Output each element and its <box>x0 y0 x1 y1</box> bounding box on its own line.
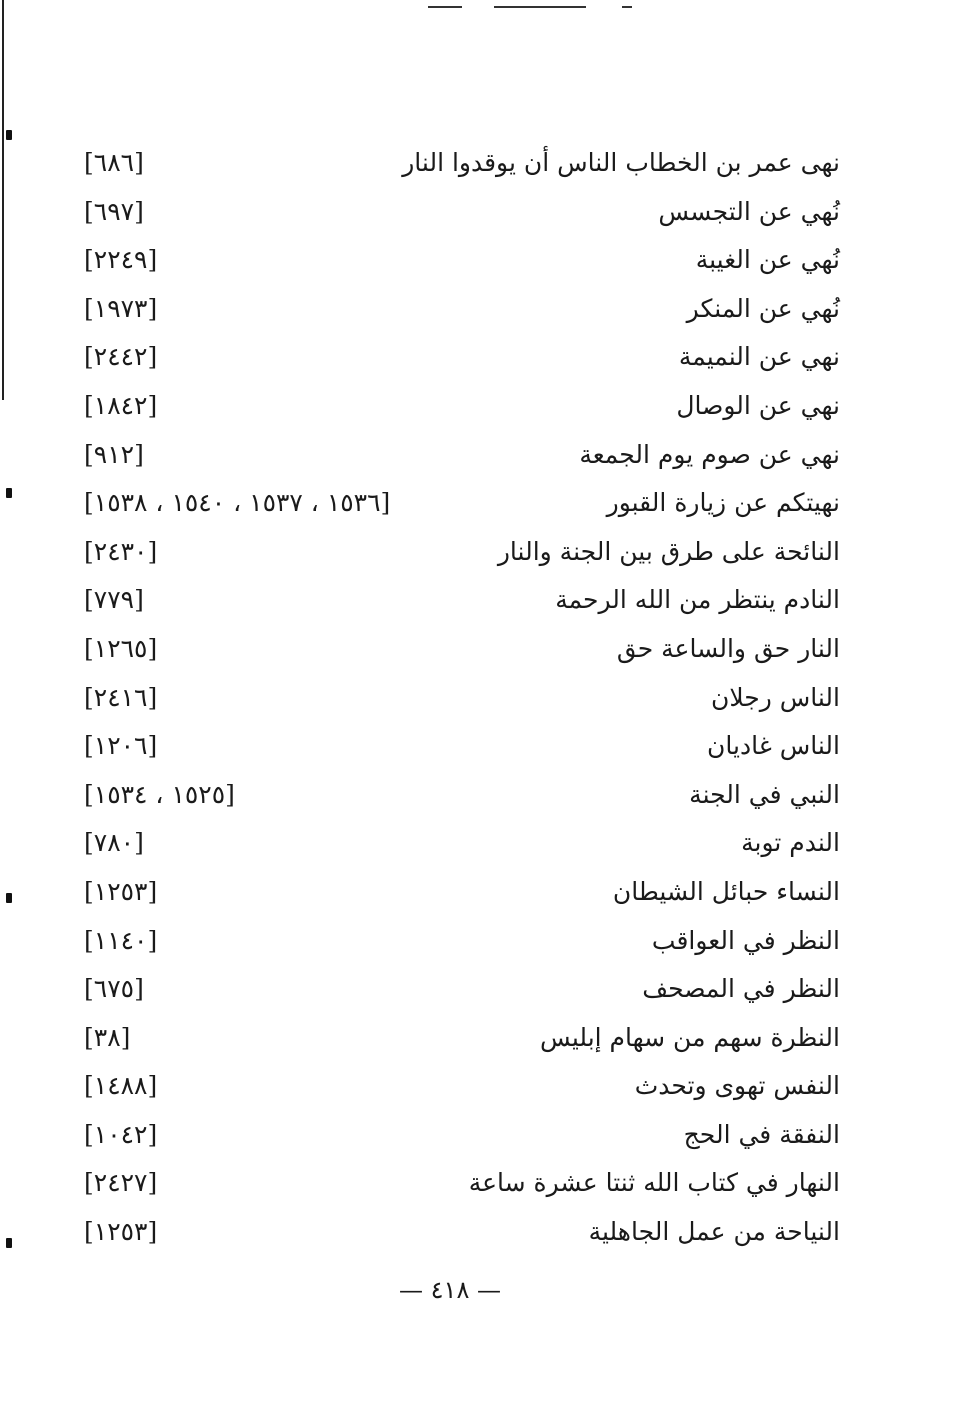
entry-reference: [١١٤٠] <box>84 925 158 955</box>
index-entry <box>70 237 840 286</box>
page-number: — ٤١٨ — <box>399 1276 501 1304</box>
entry-reference: [١٤٨٨] <box>84 1071 158 1101</box>
entry-reference: [١٢٥٣] <box>84 1217 158 1247</box>
entry-reference: [١٨٤٢] <box>84 390 158 420</box>
index-entry <box>70 772 840 821</box>
entry-text: النادم ينتظر من الله الرحمة <box>555 585 840 615</box>
entry-text: النفقة في الحج <box>683 1119 840 1149</box>
entry-text: النهار في كتاب الله ثنتا عشرة ساعة <box>468 1168 840 1198</box>
entry-text: النساء حبائل الشيطان <box>612 876 840 906</box>
entry-text: نهي عن الوصال <box>676 390 840 420</box>
entry-reference: [٣٨] <box>84 1022 131 1052</box>
entry-reference: [٢٤٣٠] <box>84 536 158 566</box>
index-entry <box>70 383 840 432</box>
entry-text: الندم توبة <box>741 828 840 858</box>
index-entry <box>70 480 840 529</box>
index-entry <box>70 626 840 675</box>
entry-text: النفس تهوى وتحدث <box>634 1071 840 1101</box>
index-entry <box>70 1063 840 1112</box>
entry-reference: [١٠٤٢] <box>84 1119 158 1149</box>
margin-line <box>2 0 4 400</box>
index-entry <box>70 966 840 1015</box>
top-rule <box>622 6 632 8</box>
index-entry <box>70 1015 840 1064</box>
entry-reference: [١٢٦٥] <box>84 633 158 663</box>
entry-text: النظرة سهم من سهام إبليس <box>540 1022 840 1052</box>
entry-reference: [١٥٣٦ ، ١٥٣٧ ، ١٥٤٠ ، ١٥٣٨] <box>84 488 391 518</box>
entry-reference: [٧٧٩] <box>84 585 144 615</box>
entry-text: نهى عمر بن الخطاب الناس أن يوقدوا النار <box>402 148 840 177</box>
entry-reference: [٢٤٢٧] <box>84 1168 158 1198</box>
index-entry <box>70 529 840 578</box>
index-entry <box>70 723 840 772</box>
entry-text: نُهي عن المنكر <box>686 293 840 323</box>
index-entry <box>70 1112 840 1161</box>
entry-text: الناس غاديان <box>707 731 840 761</box>
entry-text: نهي عن النميمة <box>678 342 840 372</box>
entry-reference: [٩١٢] <box>84 439 144 469</box>
index-entry <box>70 189 840 238</box>
entry-reference: [٢٢٤٩] <box>84 245 158 275</box>
index-entry <box>70 334 840 383</box>
entry-reference: [٦٨٦] <box>84 148 144 177</box>
margin-mark <box>6 893 12 903</box>
entry-text: النياحة من عمل الجاهلية <box>588 1217 840 1247</box>
entry-text: النار حق والساعة حق <box>616 633 840 663</box>
margin-mark <box>6 488 12 498</box>
entry-reference: [٧٨٠] <box>84 828 144 858</box>
entry-text: نُهي عن التجسس <box>658 196 840 226</box>
entry-reference: [١٢٥٣] <box>84 876 158 906</box>
index-entry <box>70 675 840 724</box>
index-entry <box>70 432 840 481</box>
entry-reference: [١٥٢٥ ، ١٥٣٤] <box>84 779 235 809</box>
entry-text: النبي في الجنة <box>689 779 840 809</box>
entry-text: نهي عن صوم يوم الجمعة <box>579 439 840 469</box>
index-list <box>70 140 840 1258</box>
index-entry <box>70 140 840 189</box>
index-entry <box>70 286 840 335</box>
entry-reference: [١٩٧٣] <box>84 293 158 323</box>
entry-reference: [٦٧٥] <box>84 974 144 1004</box>
entry-text: الناس رجلان <box>711 682 840 712</box>
index-entry <box>70 1209 840 1258</box>
margin-mark <box>6 130 12 140</box>
entry-reference: [١٢٠٦] <box>84 731 158 761</box>
index-entry <box>70 1160 840 1209</box>
entry-reference: [٦٩٧] <box>84 196 144 226</box>
entry-text: نهيتكم عن زيارة القبور <box>606 488 840 518</box>
top-rule <box>494 6 586 8</box>
entry-reference: [٢٤٤٢] <box>84 342 158 372</box>
entry-text: النائحة على طرق بين الجنة والنار <box>497 536 840 566</box>
entry-text: نُهي عن الغيبة <box>695 245 840 275</box>
entry-reference: [٢٤١٦] <box>84 682 158 712</box>
index-entry <box>70 577 840 626</box>
margin-mark <box>6 1238 12 1248</box>
entry-text: النظر في العواقب <box>651 925 840 955</box>
entry-text: النظر في المصحف <box>642 974 840 1004</box>
index-entry <box>70 918 840 967</box>
index-entry <box>70 869 840 918</box>
top-rule <box>428 6 462 8</box>
index-entry <box>70 820 840 869</box>
